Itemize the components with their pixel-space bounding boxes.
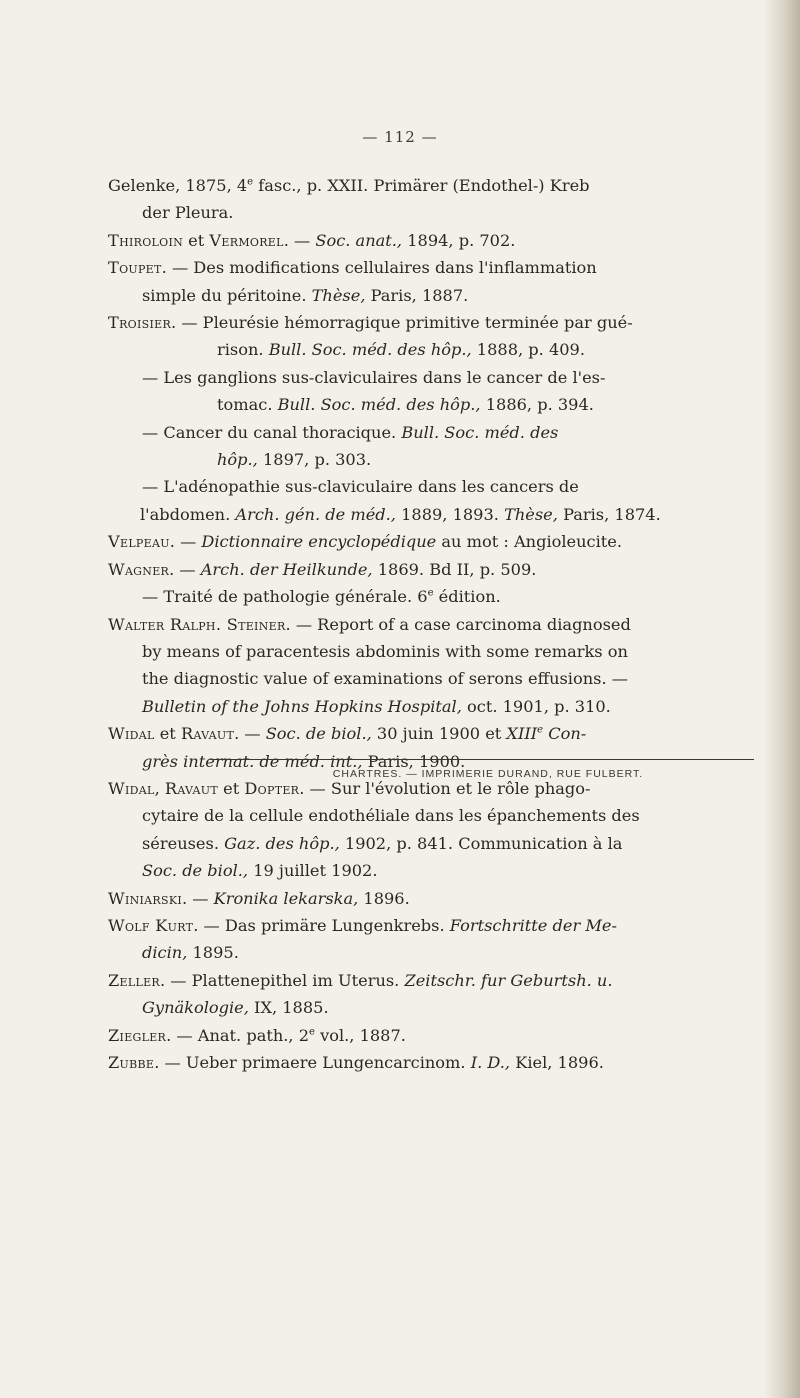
author-name: Widal xyxy=(108,724,155,744)
author-name: Ravaut xyxy=(180,724,235,744)
bibliography-entry: Winiarski. — Kronika lekarska, 1896. xyxy=(108,888,410,908)
bibliography-entry: Widal et Ravaut. — Soc. de biol., 30 juin 1900 et XIIIe Con- grès internat. de méd. int., Paris, 1900. xyxy=(108,724,587,771)
author-name: Winiarski xyxy=(108,888,182,908)
author-name: Wolf Kurt xyxy=(108,915,194,935)
bibliography-entry: Troisier. — Pleurésie hémorragique primitive terminée par gué- rison. Bull. Soc. méd. des hôp., 1888, p. 409. xyxy=(108,313,633,360)
author-name: Troisier xyxy=(108,313,172,333)
author-name: Wagner xyxy=(108,559,170,579)
bibliography-entry: Widal, Ravaut et Dopter. — Sur l'évolution et le rôle phago- cytaire de la cellule endothéliale dans les épanchements des séreuses. Gaz. des hôp., 1902, p. 841. Communication à la Soc. de biol., 19 juillet 1902. xyxy=(108,778,640,881)
bibliography-entry: Wolf Kurt. — Das primäre Lungenkrebs. Fortschritte der Me- dicin, 1895. xyxy=(108,915,617,963)
bibliography-entry: Walter Ralph. Steiner. — Report of a case carcinoma diagnosed by means of paracentesis abdominis with some remarks on the diagnostic value of examinations of serons effusions. — Bulletin of the Johns Hopkins Hospital, oct. 1901, p. 310. xyxy=(108,614,631,716)
bibliography-entry: Velpeau. — Dictionnaire encyclopédique au mot : Angioleucite. xyxy=(108,532,623,552)
author-name: Walter Ralph. Steiner xyxy=(108,614,286,634)
bibliography-entry: Wagner. — Arch. der Heilkunde, 1869. Bd II, p. 509. xyxy=(108,559,537,579)
bibliography-entry: Thiroloin et Vermorel. — Soc. anat., 1894, p. 702. xyxy=(108,230,516,250)
author-name: Toupet xyxy=(108,258,162,278)
author-name: Ravaut xyxy=(164,778,218,798)
bibliography-list xyxy=(108,172,766,1076)
bibliography-entry: — Cancer du canal thoracique. Bull. Soc. méd. des hôp., 1897, p. 303. xyxy=(142,422,559,470)
author-name: Thiroloin xyxy=(108,230,184,250)
bibliography-entry: Toupet. — Des modifications cellulaires dans l'inflammation simple du péritoine. Thèse, Paris, 1887. xyxy=(108,258,597,305)
author-name: Ziegler xyxy=(108,1025,167,1045)
author-name: Zubbe xyxy=(108,1053,155,1072)
bibliography-entry: Zubbe. — Ueber primaere Lungencarcinom. I. D., Kiel, 1896. xyxy=(108,1053,604,1072)
page-edge-shadow xyxy=(764,0,800,1398)
page-number: — 112 — xyxy=(362,128,438,146)
bibliography-entry: — Traité de pathologie générale. 6e édition. xyxy=(142,587,501,607)
bibliography-entry: — L'adénopathie sus-claviculaire dans les cancers de l'abdomen. Arch. gén. de méd., 1889, 1893. Thèse, Paris, 1874. xyxy=(140,477,661,524)
author-name: Dopter xyxy=(244,778,300,798)
bibliography-entry: Ziegler. — Anat. path., 2e vol., 1887. xyxy=(108,1025,406,1045)
author-name: Widal xyxy=(108,778,155,798)
bibliography-entry: Zeller. — Plattenepithel im Uterus. Zeitschr. fur Geburtsh. u. Gynäkologie, IX, 1885. xyxy=(108,970,613,1018)
footer-rule xyxy=(210,759,754,760)
author-name: Vermorel xyxy=(209,230,284,250)
bibliography-entry: Gelenke, 1875, 4e fasc., p. XXII. Primärer (Endothel-) Kreb der Pleura. xyxy=(108,176,590,223)
author-name: Zeller xyxy=(108,970,160,990)
printer-imprint: CHARTRES. — IMPRIMERIE DURAND, RUE FULBERT. xyxy=(332,768,644,780)
bibliography-entry: — Les ganglions sus-claviculaires dans le cancer de l'es- tomac. Bull. Soc. méd. des hôp., 1886, p. 394. xyxy=(142,367,606,415)
author-name: Velpeau xyxy=(108,532,170,552)
